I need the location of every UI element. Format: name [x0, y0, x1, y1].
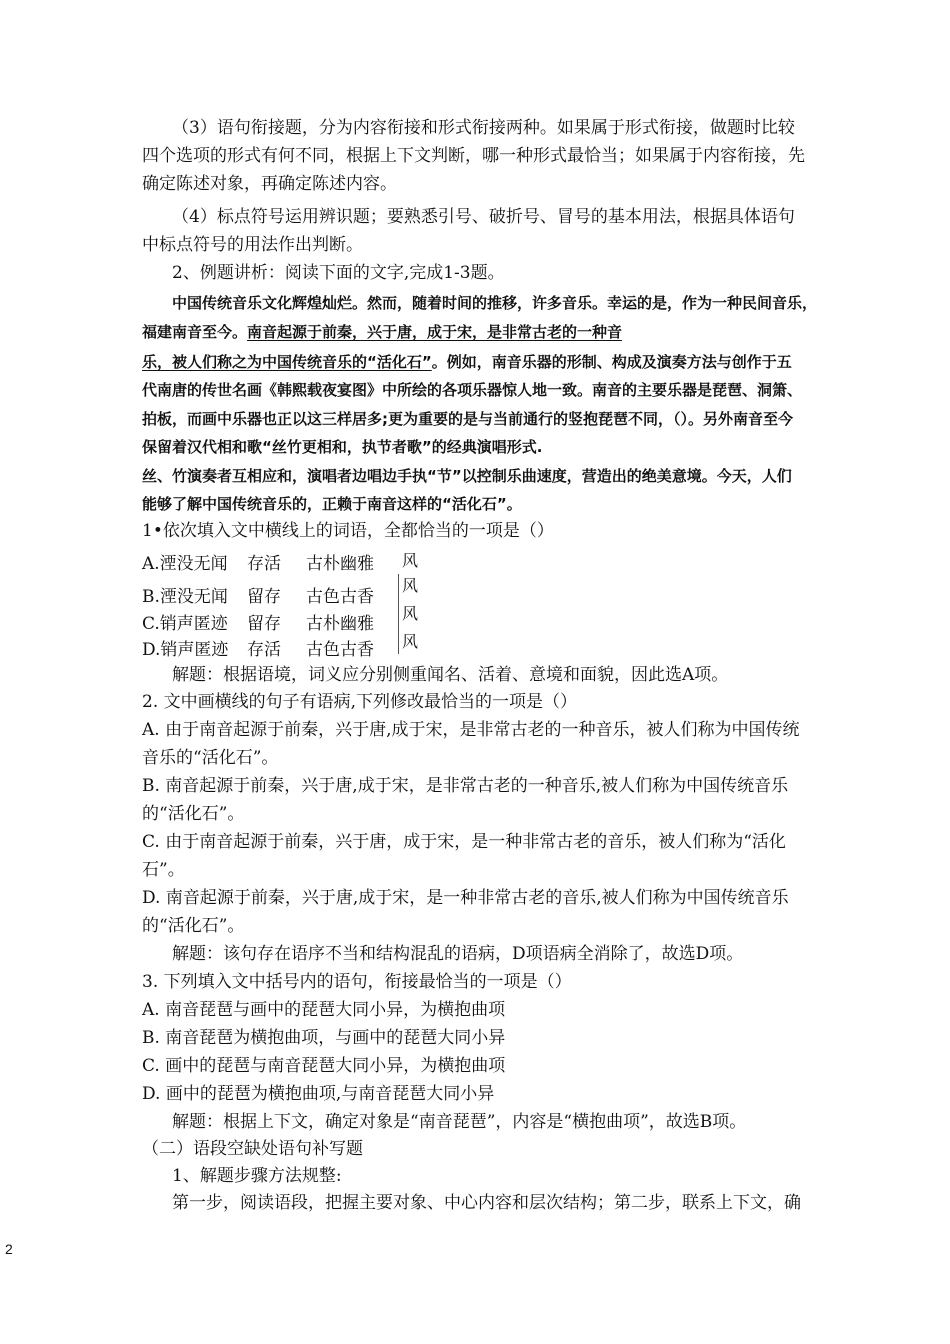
passage-line [142, 320, 622, 344]
option-word: 古朴幽雅 [306, 554, 374, 574]
answer-explanation: 解题：根据语境，词义应分别侧重闻名、活着、意境和面貌，因此选A项。 [172, 665, 729, 685]
passage-line: 能够了解中国传统音乐的，正赖于南音这样的“活化石”。 [142, 495, 522, 513]
answer-explanation: 解题：根据上下文，确定对象是“南音琵琶”，内容是“横抱曲项”，故选B项。 [172, 1112, 747, 1132]
paragraph-line: 四个选项的形式有何不同，根据上下文判断，哪一种形式最恰当；如果属于内容衔接，先 [142, 146, 805, 166]
option-word: 古色古香 [306, 640, 374, 660]
answer-explanation: 解题：该句存在语序不当和结构混乱的语病，D项语病全消除了，故选D项。 [172, 944, 744, 964]
paragraph-line: （3）语句衔接题，分为内容衔接和形式衔接两种。如果属于形式衔接，做题时比较 [172, 118, 795, 138]
option-word: 古朴幽雅 [306, 614, 374, 634]
option-word: 存活 [247, 640, 281, 660]
paragraph-line: 第一步，阅读语段，把握主要对象、中心内容和层次结构；第二步，联系上下文，确 [172, 1193, 801, 1213]
option-line: B. 南音琵琶为横抱曲项，与画中的琵琶大同小异 [142, 1028, 506, 1048]
paragraph-line: 中标点符号的用法作出判断。 [142, 235, 363, 255]
option-line: D. 南音起源于前秦，兴于唐,成于宋，是一种非常古老的音乐,被人们称为中国传统音乐 [142, 888, 789, 908]
passage-text: 福建南音至今。 [142, 323, 248, 341]
paragraph-line: 确定陈述对象，再确定陈述内容。 [142, 174, 397, 194]
option-line: 的“活化石”。 [142, 916, 245, 936]
option-line: C. 由于南音起源于前秦，兴于唐，成于宋，是一种非常古老的音乐，被人们称为“活化 [142, 832, 786, 852]
passage-text: 。例如，南音乐器的形制、构成及演奏方法与创作于五 [431, 353, 792, 371]
question-stem: 3. 下列填入文中括号内的语句，衔接最恰当的一项是（） [142, 972, 572, 992]
option-word: 风 [402, 551, 419, 570]
subsection-heading: 1、解题步骤方法规整: [172, 1166, 342, 1186]
question-stem: 1•依次填入文中横线上的词语，全都恰当的一项是（） [142, 521, 554, 541]
passage-line: 中国传统音乐文化辉煌灿烂。然而，随着时间的推移，许多音乐。幸运的是，作为一种民间音乐， [172, 294, 818, 312]
option-word: 风 [402, 576, 419, 595]
option-line: C. 画中的琵琶与南音琵琶大同小异，为横抱曲项 [142, 1056, 506, 1076]
passage-line [142, 350, 792, 374]
bracket-mark [398, 574, 411, 654]
option-line: A. 由于南音起源于前秦，兴于唐,成于宋，是非常古老的一种音乐，被人们称为中国传统 [142, 720, 800, 740]
option-word: 留存 [247, 614, 281, 634]
option-word: A.湮没无闻 [142, 554, 228, 574]
section-heading: 2、例题讲析：阅读下面的文字,完成1-3题。 [172, 263, 505, 283]
option-word: 风 [402, 604, 419, 623]
passage-line: 代南唐的传世名画《韩熙载夜宴图》中所绘的各项乐器惊人地一致。南音的主要乐器是琵琶、洞箫、 [142, 381, 803, 399]
underlined-sentence: 乐，被人们称之为中国传统音乐的“活化石” [142, 353, 432, 371]
question-stem: 2. 文中画横线的句子有语病,下列修改最恰当的一项是（） [142, 692, 578, 712]
option-word: C.销声匿迹 [142, 614, 228, 634]
option-word: 古色古香 [306, 587, 374, 607]
passage-line: 保留着汉代相和歌“丝竹更相和，执节者歌”的经典演唱形式. [142, 438, 543, 456]
option-word: 存活 [247, 554, 281, 574]
passage-line: 丝、竹演奏者互相应和，演唱者边唱边手执“节”以控制乐曲速度，营造出的绝美意境。今天，人们 [142, 467, 792, 485]
section-heading: （二）语段空缺处语句补写题 [142, 1139, 363, 1159]
option-word: B.湮没无闻 [142, 587, 228, 607]
underlined-sentence: 南音起源于前秦，兴于唐，成于宋，是非常古老的一种音 [247, 323, 623, 341]
option-word: 风 [402, 632, 419, 651]
option-line: A. 南音琵琶与画中的琵琶大同小异，为横抱曲项 [142, 1000, 506, 1020]
option-line: D. 画中的琵琶为横抱曲项,与南音琵琶大同小异 [142, 1084, 495, 1104]
option-line: B. 南音起源于前秦，兴于唐,成于宋，是非常古老的一种音乐,被人们称为中国传统音乐 [142, 776, 789, 796]
passage-line: 拍板，而画中乐器也正以这三样居多;更为重要的是与当前通行的竖抱琵琶不同，（）。另外南音至今 [142, 410, 794, 428]
option-line: 音乐的“活化石”。 [142, 748, 279, 768]
paragraph-line: （4）标点符号运用辨识题；要熟悉引号、破折号、冒号的基本用法，根据具体语句 [172, 207, 795, 227]
option-word: 留存 [247, 587, 281, 607]
option-line: 石”。 [142, 860, 185, 880]
page-number: 2 [5, 1241, 13, 1257]
option-word: D.销声匿迹 [142, 640, 229, 660]
option-line: 的“活化石”。 [142, 804, 245, 824]
